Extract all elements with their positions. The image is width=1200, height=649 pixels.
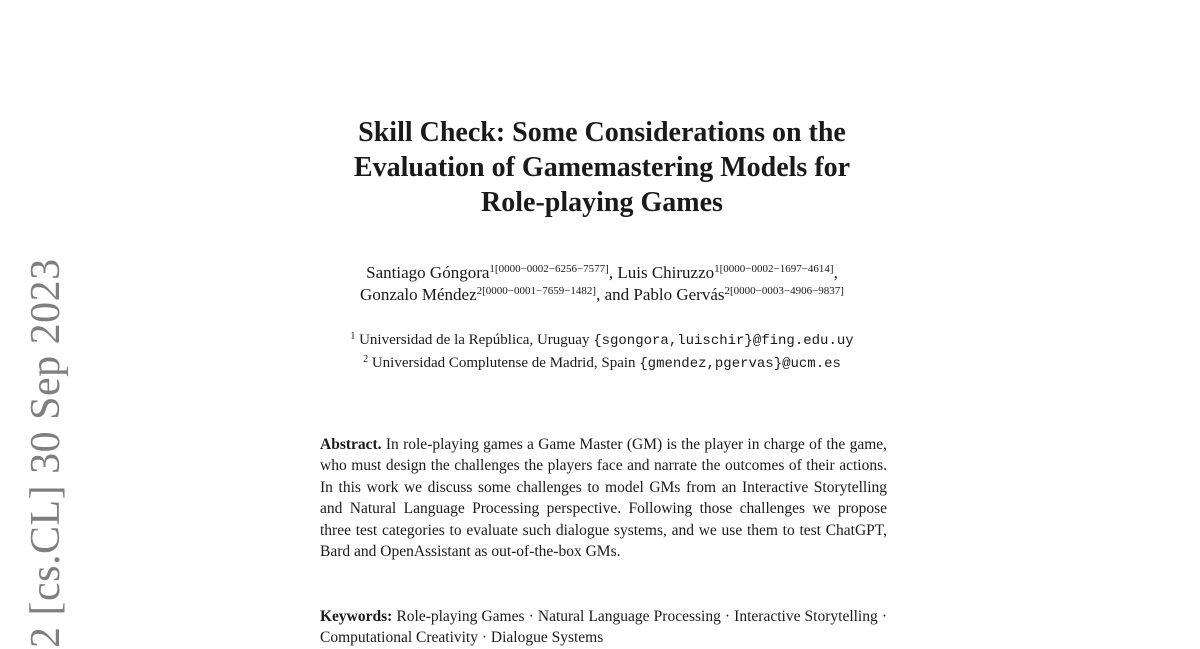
affiliation-text: Universidad Complutense de Madrid, Spain [371, 355, 636, 371]
keywords-text: Role-playing Games · Natural Language Processing · Interactive Storytelling · Computational Creativity · Dialogue Systems [320, 608, 888, 647]
affiliation-email: {gmendez,pgervas}@ucm.es [639, 356, 841, 372]
affiliation-item [200, 352, 1004, 375]
author-name: Gonzalo Méndez [360, 285, 477, 304]
author-orcid: 1[0000−0002−1697−4614] [714, 263, 834, 275]
author-orcid: 1[0000−0002−6256−7577] [489, 263, 609, 275]
author-list [200, 262, 1004, 306]
affiliation-number: 1 [350, 331, 356, 342]
keywords [320, 606, 887, 649]
title-line: Evaluation of Gamemastering Models for [353, 152, 851, 183]
paper-title [250, 115, 954, 220]
abstract-text: In role-playing games a Game Master (GM) is the player in charge of the game, who must design the challenges the players face and narrate the outcomes of their actions. In this work we discuss some challenges to model GMs from an Interactive Storytelling and Natural Language Processing perspective. Following those challenges we propose three test categories to evaluate such dialogue systems, and we use them to test ChatGPT, Bard and OpenAssistant as out-of-the-box GMs. [320, 436, 888, 561]
title-line: Role-playing Games [481, 187, 723, 218]
author-name: Pablo Gervás [633, 285, 725, 304]
author-name: Luis Chiruzzo [617, 263, 715, 282]
author-orcid: 2[0000−0001−7659−1482] [476, 285, 597, 297]
title-line: Skill Check: Some Considerations on the [358, 117, 846, 148]
author-separator: , [608, 263, 618, 282]
abstract [320, 434, 887, 562]
affiliation-list [200, 329, 1004, 375]
affiliation-text: Universidad de la República, Uruguay [359, 332, 590, 348]
keywords-label: Keywords: [320, 608, 393, 625]
abstract-label: Abstract. [320, 436, 382, 453]
arxiv-stamp: 2 [cs.CL] 30 Sep 2023 [23, 258, 69, 648]
author-separator: , and [596, 285, 634, 304]
affiliation-number: 2 [363, 354, 369, 365]
author-orcid: 2[0000−0003−4906−9837] [724, 285, 844, 297]
affiliation-email: {sgongora,luischir}@fing.edu.uy [593, 333, 854, 349]
author-separator: , [833, 263, 838, 282]
affiliation-item [200, 329, 1004, 352]
author-name: Santiago Góngora [366, 263, 490, 282]
